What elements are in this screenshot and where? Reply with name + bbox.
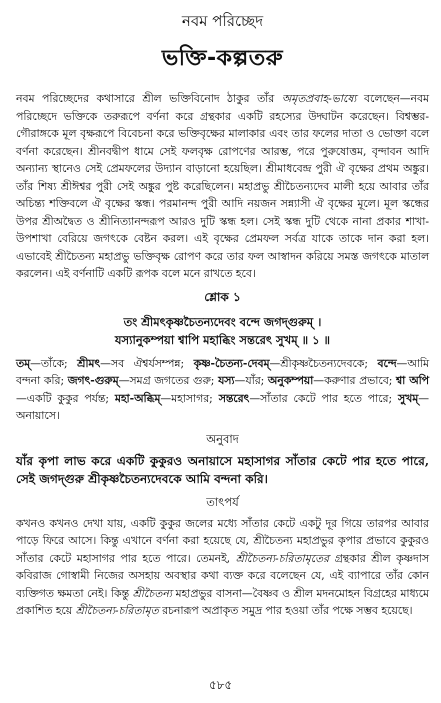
purport-text-1: কখনও কখনও দেখা যায়, একটি কুকুর জলের মধ্যে সাঁতার কেটে একটু দূর গিয়ে তারপর আবার পাড়ে ফিরে আসে। কিন্তু এখানে বর্ণনা করা হয়েছে যে, শ্রীচৈতন্য মহাপ্রভুর কৃপার প্রভাবে কুকুরও সাঁতার কেটে মহাসাগর পার হতে পারে। তেমনই, bbox=[16, 516, 429, 565]
synonym-word: কৃষ্ণ-চৈতন্য-দেবম্ bbox=[193, 356, 270, 370]
purport-heading: তাৎপর্য bbox=[206, 494, 239, 509]
verse-line-2: যস্যানুকম্পয়া শ্বাপি মহাব্ধিং সন্তরেৎ সুখম্ ॥ ১ ॥ bbox=[114, 332, 331, 347]
purport-name: শ্রীচৈতন্য bbox=[132, 586, 172, 600]
purport-paragraph bbox=[16, 515, 429, 620]
synonym-meaning: —শ্রীকৃষ্ণচৈতন্যদেবকে; bbox=[269, 356, 378, 370]
synonym-meaning: —মহাসাগর; bbox=[160, 391, 219, 405]
synonym-meaning: —তাঁকে; bbox=[30, 356, 78, 370]
synonym-meaning: —আমি বন্দনা করি; bbox=[16, 356, 430, 387]
synonym-meaning: —একটি কুকুর পর্যন্ত; bbox=[16, 391, 115, 405]
summary-text-2: বলেছেন—নবম পরিচ্ছেদে ভক্তিকে তরুরূপে বর্ণনা করে গ্রন্থকার একটি রহস্যের উদ্ঘাটন করেছেন। বিশ্বম্ভর-গৌরাঙ্গকে মূল বৃক্ষরূপে বিবেচনা করে ভক্তিবৃক্ষের মালাকার এবং তার ফলের দাতা ও ভোক্তা বলে বর্ণনা করেছেন। শ্রীনবদ্বীপ ধামে সেই ফলবৃক্ষ রোপণের আরম্ভ, পরে পুরুষোত্তম, বৃন্দাবন আদি অন্যান্য স্থানেও সেই প্রেমফলের উদ্যান বাড়ানো হয়েছিল। শ্রীমাধবেন্দ্র পুরী ঐ বৃক্ষের প্রথম অঙ্কুর। তাঁর শিষ্য শ্রীঈশ্বর পুরী সেই অঙ্কুর পুষ্ট করেছিলেন। মহাপ্রভু শ্রীচৈতন্যদেব মালী হয়ে আবার তাঁর অচিন্ত্য শক্তিবলে ঐ বৃক্ষের স্কন্ধ। পরমানন্দ পুরী আদি নয়জন সন্ন্যাসী ঐ বৃক্ষের মূলে। মূল স্কন্ধের উপর শ্রীঅদ্বৈত ও শ্রীনিত্যানন্দরূপ আরও দুটি স্কন্ধ হল। সেই স্কন্ধ দুটি থেকে নানা প্রকার শাখা-উপশাখা বেরিয়ে জগৎকে বেষ্টন করল। এই বৃক্ষের প্রেমফল সর্বত্র যাকে তাকে দান করা হল। এভাবেই শ্রীচৈতন্য মহাপ্রভু ভক্তিবৃক্ষ রোপণ করে তার ফল আস্বাদন করিয়ে সমস্ত জগৎকে মাতাল করলেন। এই বর্ণনাটি একটি রূপক বলে মনে রাখতে হবে। bbox=[16, 92, 429, 280]
synonym-word: শ্রীমৎ bbox=[77, 356, 101, 370]
synonym-meaning: —সাঁতার কেটে পার হতে পারে; bbox=[249, 391, 398, 405]
synonym-meaning: —সব ঐশ্বর্যসম্পন্ন; bbox=[100, 356, 194, 370]
word-synonyms bbox=[16, 355, 429, 425]
page-number: ৫৮৫ bbox=[208, 678, 233, 692]
synonym-word: অনুকম্পয়া bbox=[267, 374, 314, 387]
verse-line-1: তং শ্রীমৎকৃষ্ণচৈতন্যদেবং বন্দে জগদ্গুরুম্ । bbox=[123, 314, 322, 329]
chapter-summary-paragraph bbox=[16, 90, 429, 283]
synonym-word: সুখম্ bbox=[397, 391, 419, 405]
synonym-meaning: —যাঁর; bbox=[234, 374, 268, 387]
synonym-meaning: —অনায়াসে। bbox=[16, 391, 429, 422]
summary-text-title: অমৃতপ্রবাহ-ভাষ্যে bbox=[281, 92, 357, 105]
synonym-word: তম্ bbox=[16, 356, 31, 370]
translation-text: যাঁর কৃপা লাভ করে একটি কুকুরও অনায়াসে মহাসাগর সাঁতার কেটে পার হতে পারে, সেই জগদ্গুরু শ্রীকৃষ্ণচৈতন্যদেবকে আমি বন্দনা করি। bbox=[16, 453, 429, 486]
purport-text-3: মহাপ্রভুর বাসনা—বৈষ্ণব ও শ্রীল মদনমোহন বিগ্রহের মাধ্যমে প্রকাশিত হয়ে bbox=[16, 586, 430, 617]
synonym-meaning: —সমগ্র জগতের গুরু; bbox=[118, 374, 219, 387]
purport-book-title: শ্রীচৈতন্য-চরিতামৃতের bbox=[235, 551, 330, 565]
synonym-word: মহা-অব্ধিম্ bbox=[114, 391, 161, 405]
synonym-word: শ্বা অপি bbox=[395, 374, 429, 387]
synonym-word: জগৎ-গুরুম্ bbox=[67, 374, 119, 387]
synonym-meaning: —করুণার প্রভাবে; bbox=[313, 374, 396, 387]
summary-text-1: নবম পরিচ্ছেদের কথাসারে শ্রীল ভক্তিবিনোদ ঠাকুর তাঁর bbox=[16, 92, 282, 105]
synonym-word: সন্তরেৎ bbox=[218, 391, 250, 405]
chapter-heading: নবম পরিচ্ছেদ bbox=[181, 12, 264, 30]
purport-text-4: রচনারূপ অপ্রাকৃত সমুদ্র পার হওয়া তাঁর পক্ষে সম্ভব হয়েছে। bbox=[158, 604, 413, 617]
purport-text-2: গ্রন্থকার শ্রীল কৃষ্ণদাস কবিরাজ গোস্বামী নিজের অসহায় অবস্থার কথা ব্যক্ত করে বলেছেন যে, এই ব্যাপারে তাঁর কোন ব্যক্তিগত ক্ষমতা নেই। কিন্তু bbox=[16, 551, 429, 600]
verse-heading: শ্লোক ১ bbox=[204, 289, 241, 304]
synonym-word: বন্দে bbox=[377, 356, 397, 370]
translation-heading: অনুবাদ bbox=[206, 431, 239, 446]
chapter-title: ভক্তি-কল্পতরু bbox=[161, 46, 284, 71]
purport-book-title-2: শ্রীচৈতন্য-চরিতামৃত bbox=[75, 604, 159, 617]
synonym-word: যস্য bbox=[218, 374, 235, 387]
